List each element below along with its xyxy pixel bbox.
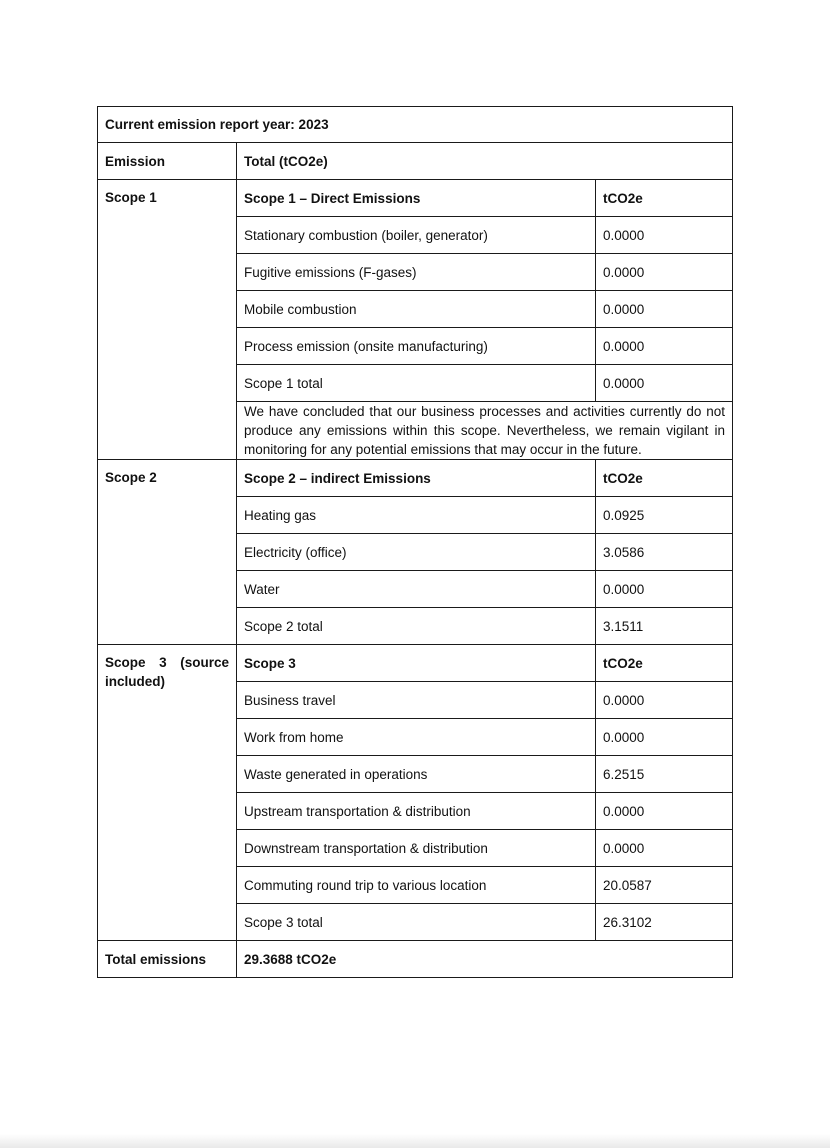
report-year-row bbox=[98, 107, 733, 143]
total-emissions-row bbox=[98, 941, 733, 978]
scope2-title: Scope 2 – indirect Emissions bbox=[237, 460, 596, 497]
row-value: 0.0000 bbox=[596, 217, 733, 254]
scope1-unit-header: tCO2e bbox=[596, 180, 733, 217]
scope1-note: We have concluded that our business processes and activities currently do not produce any emissions within this scope. Nevertheless, we remain vigilant in monitoring for any potential emissions that may occur in the future. bbox=[237, 402, 733, 460]
row-value: 0.0000 bbox=[596, 793, 733, 830]
scope3-total-label: Scope 3 total bbox=[237, 904, 596, 941]
total-emissions-label: Total emissions bbox=[98, 941, 237, 978]
scope1-total-value: 0.0000 bbox=[596, 365, 733, 402]
scope3-total-value: 26.3102 bbox=[596, 904, 733, 941]
row-name: Process emission (onsite manufacturing) bbox=[237, 328, 596, 365]
row-name: Downstream transportation & distribution bbox=[237, 830, 596, 867]
row-name: Electricity (office) bbox=[237, 534, 596, 571]
row-value: 0.0000 bbox=[596, 719, 733, 756]
column-header-row bbox=[98, 143, 733, 180]
scope2-total-label: Scope 2 total bbox=[237, 608, 596, 645]
total-column-header: Total (tCO2e) bbox=[237, 143, 733, 180]
scope2-title-row bbox=[98, 460, 733, 497]
row-name: Stationary combustion (boiler, generator) bbox=[237, 217, 596, 254]
row-name: Waste generated in operations bbox=[237, 756, 596, 793]
row-value: 0.0000 bbox=[596, 328, 733, 365]
row-value: 0.0000 bbox=[596, 571, 733, 608]
row-name: Mobile combustion bbox=[237, 291, 596, 328]
row-value: 3.0586 bbox=[596, 534, 733, 571]
row-name: Fugitive emissions (F-gases) bbox=[237, 254, 596, 291]
scope3-unit-header: tCO2e bbox=[596, 645, 733, 682]
row-name: Business travel bbox=[237, 682, 596, 719]
scope3-title-row bbox=[98, 645, 733, 682]
total-emissions-value: 29.3688 tCO2e bbox=[237, 941, 733, 978]
scope2-unit-header: tCO2e bbox=[596, 460, 733, 497]
row-value: 0.0000 bbox=[596, 830, 733, 867]
emission-report-table bbox=[97, 106, 733, 978]
scope2-label: Scope 2 bbox=[98, 460, 237, 645]
row-value: 0.0000 bbox=[596, 291, 733, 328]
scope2-total-value: 3.1511 bbox=[596, 608, 733, 645]
row-value: 20.0587 bbox=[596, 867, 733, 904]
scope1-title-row bbox=[98, 180, 733, 217]
row-value: 0.0925 bbox=[596, 497, 733, 534]
row-value: 0.0000 bbox=[596, 254, 733, 291]
scope3-label: Scope 3 (source included) bbox=[98, 645, 237, 941]
page-bottom-edge bbox=[0, 1134, 830, 1148]
row-value: 0.0000 bbox=[596, 682, 733, 719]
row-name: Work from home bbox=[237, 719, 596, 756]
row-name: Commuting round trip to various location bbox=[237, 867, 596, 904]
row-name: Heating gas bbox=[237, 497, 596, 534]
row-name: Water bbox=[237, 571, 596, 608]
emission-column-header: Emission bbox=[98, 143, 237, 180]
scope1-label: Scope 1 bbox=[98, 180, 237, 460]
scope1-total-label: Scope 1 total bbox=[237, 365, 596, 402]
scope1-title: Scope 1 – Direct Emissions bbox=[237, 180, 596, 217]
row-value: 6.2515 bbox=[596, 756, 733, 793]
row-name: Upstream transportation & distribution bbox=[237, 793, 596, 830]
scope3-title: Scope 3 bbox=[237, 645, 596, 682]
report-year-header: Current emission report year: 2023 bbox=[98, 107, 733, 143]
